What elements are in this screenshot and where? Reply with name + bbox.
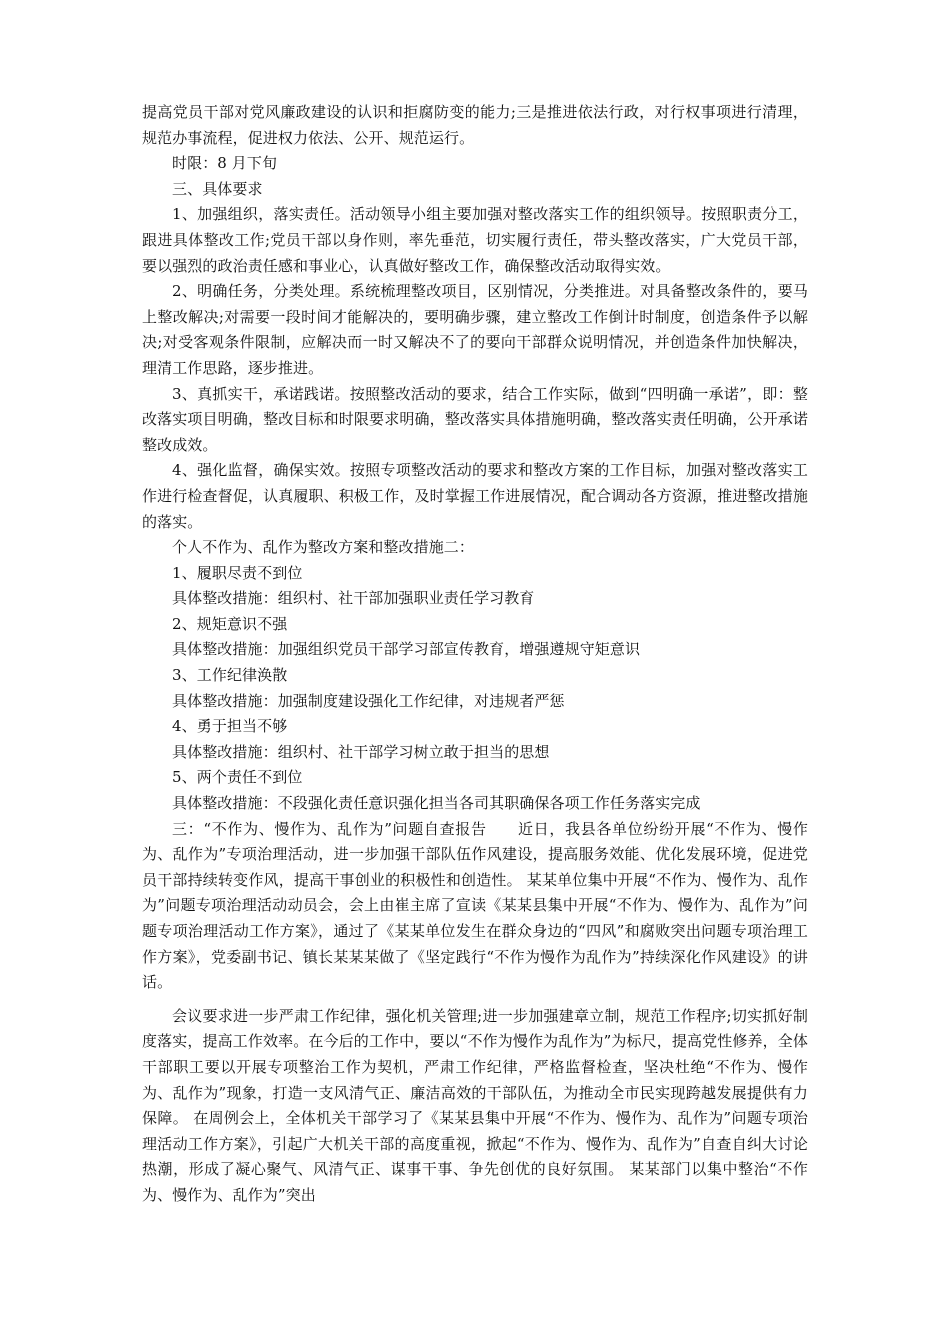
paragraph: 3、真抓实干，承诺践诺。按照整改活动的要求，结合工作实际，做到“四明确一承诺”，即：整改落实项目明确，整改目标和时限要求明确，整改落实具体措施明确，整改落实责任明确，公开承诺整改成效。 (142, 384, 808, 454)
paragraph: 时限：8 月下旬 (172, 154, 278, 173)
paragraph: 三：“不作为、慢作为、乱作为”问题自查报告 近日，我县各单位纷纷开展“不作为、慢作为、乱作为”专项治理活动，进一步加强干部队伍作风建设，提高服务效能、优化发展环境，促进党员干部持续转变作风，提高干事创业的积极性和创造性。 某某单位集中开展“不作为、慢作为、乱作为”问题专项治理活动动员会，会上由崔主席了宣读《某某县集中开展“不作为、慢作为、乱作为”问题专项治理活动工作方案》，通过了《某某单位发生在群众身边的“四风”和腐败突出问题专项治理工作方案》，党委副书记、镇长某某某做了《坚定践行“不作为慢作为乱作为”持续深化作风建设》的讲话。 (142, 819, 808, 992)
list-item: 2、规矩意识不强 (172, 614, 288, 633)
list-item-measure: 具体整改措施：组织村、社干部加强职业责任学习教育 (172, 589, 535, 608)
list-item-measure: 具体整改措施：组织村、社干部学习树立敢于担当的思想 (172, 742, 550, 761)
list-item: 1、履职尽责不到位 (172, 563, 303, 582)
paragraph: 1、加强组织，落实责任。活动领导小组主要加强对整改落实工作的组织领导。按照职责分工，跟进具体整改工作;党员干部以身作则，率先垂范，切实履行责任，带头整改落实，广大党员干部，要以强烈的政治责任感和事业心，认真做好整改工作，确保整改活动取得实效。 (142, 205, 808, 275)
list-item-measure: 具体整改措施：加强组织党员干部学习部宣传教育，增强遵规守矩意识 (172, 640, 641, 659)
list-item-measure: 具体整改措施：加强制度建设强化工作纪律，对违规者严惩 (172, 691, 565, 710)
list-item: 4、勇于担当不够 (172, 717, 288, 736)
section-heading: 个人不作为、乱作为整改方案和整改措施二： (172, 538, 475, 557)
paragraph: 2、明确任务，分类处理。系统梳理整改项目，区别情况，分类推进。对具备整改条件的，要马上整改解决;对需要一段时间才能解决的，要明确步骤，建立整改工作倒计时制度，创造条件予以解决;对受客观条件限制，应解决而一时又解决不了的要向干部群众说明情况，并创造条件加快解决，理清工作思路，逐步推进。 (142, 282, 808, 377)
paragraph: 提高党员干部对党风廉政建设的认识和拒腐防变的能力;三是推进依法行政，对行权事项进行清理，规范办事流程，促进权力依法、公开、规范运行。 (142, 103, 808, 147)
section-heading: 三、具体要求 (172, 179, 263, 198)
list-item-measure: 具体整改措施：不段强化责任意识强化担当各司其职确保各项工作任务落实完成 (172, 794, 701, 813)
paragraph: 4、强化监督，确保实效。按照专项整改活动的要求和整改方案的工作目标，加强对整改落实工作进行检查督促，认真履职、积极工作，及时掌握工作进展情况，配合调动各方资源，推进整改措施的落实。 (142, 461, 808, 531)
document-page (142, 100, 808, 1209)
list-item: 5、两个责任不到位 (172, 768, 303, 787)
list-item: 3、工作纪律涣散 (172, 666, 288, 685)
paragraph: 会议要求进一步严肃工作纪律，强化机关管理;进一步加强建章立制，规范工作程序;切实抓好制度落实，提高工作效率。在今后的工作中，要以“不作为慢作为乱作为”为标尺，提高党性修养，全体干部职工要以开展专项整治工作为契机，严肃工作纪律，严格监督检查，坚决杜绝“不作为、慢作为、乱作为”现象，打造一支风清气正、廉洁高效的干部队伍，为推动全市民实现跨越发展提供有力保障。 在周例会上，全体机关干部学习了《某某县集中开展“不作为、慢作为、乱作为”问题专项治理活动工作方案》，引起广大机关干部的高度重视，掀起“不作为、慢作为、乱作为”自查自纠大讨论热潮，形成了凝心聚气、风清气正、谋事干事、争先创优的良好氛围。 某某部门以集中整治“不作为、慢作为、乱作为”突出 (142, 1006, 808, 1204)
